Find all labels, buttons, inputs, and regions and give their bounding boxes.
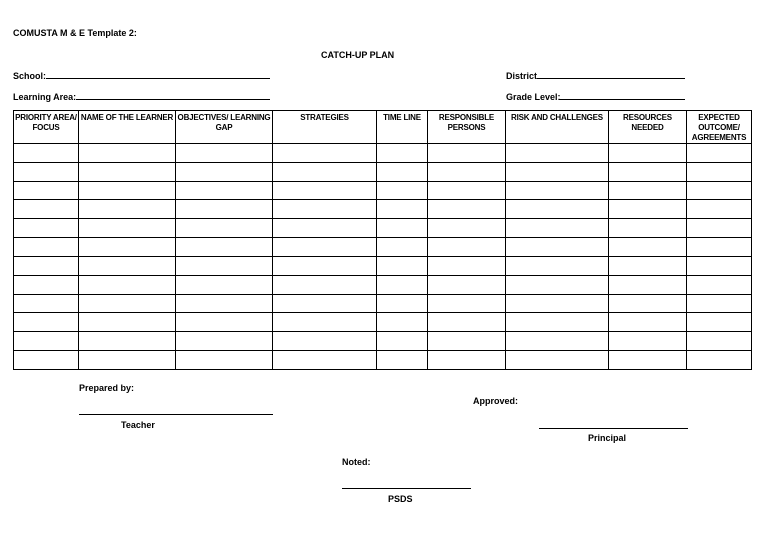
table-cell[interactable] (687, 238, 752, 257)
table-cell[interactable] (687, 256, 752, 275)
table-cell[interactable] (14, 275, 79, 294)
table-cell[interactable] (79, 219, 176, 238)
table-row (14, 144, 752, 163)
page-title: CATCH-UP PLAN (321, 50, 395, 60)
table-cell[interactable] (176, 256, 273, 275)
table-cell[interactable] (79, 294, 176, 313)
table-row (14, 275, 752, 294)
table-cell[interactable] (609, 181, 687, 200)
table-cell[interactable] (609, 313, 687, 332)
table-cell[interactable] (79, 144, 176, 163)
table-cell[interactable] (428, 162, 506, 181)
table-cell[interactable] (273, 219, 377, 238)
noted-label: Noted: (342, 457, 371, 467)
table-cell[interactable] (79, 351, 176, 370)
table-cell[interactable] (506, 200, 609, 219)
table-cell[interactable] (377, 294, 428, 313)
table-cell[interactable] (377, 219, 428, 238)
table-cell[interactable] (273, 332, 377, 351)
table-row (14, 200, 752, 219)
table-cell[interactable] (506, 351, 609, 370)
table-cell[interactable] (377, 351, 428, 370)
table-cell[interactable] (687, 162, 752, 181)
table-cell[interactable] (377, 238, 428, 257)
table-cell[interactable] (428, 219, 506, 238)
table-cell[interactable] (687, 332, 752, 351)
table-cell[interactable] (428, 256, 506, 275)
table-cell[interactable] (428, 332, 506, 351)
table-cell[interactable] (428, 181, 506, 200)
table-row (14, 294, 752, 313)
table-cell[interactable] (176, 181, 273, 200)
table-cell[interactable] (273, 200, 377, 219)
table-cell[interactable] (14, 351, 79, 370)
table-cell[interactable] (687, 144, 752, 163)
col-time-line: TIME LINE (377, 111, 428, 144)
table-cell[interactable] (377, 144, 428, 163)
teacher-signature-line[interactable] (79, 414, 273, 415)
table-cell[interactable] (79, 181, 176, 200)
grade-level-field-line[interactable] (559, 99, 685, 100)
col-strategies: STRATEGIES (273, 111, 377, 144)
table-cell[interactable] (506, 332, 609, 351)
table-cell[interactable] (609, 144, 687, 163)
col-name-of-learner: NAME OF THE LEARNER (79, 111, 176, 144)
table-cell[interactable] (377, 162, 428, 181)
table-cell[interactable] (506, 313, 609, 332)
table-cell[interactable] (14, 219, 79, 238)
approved-label: Approved: (473, 396, 518, 406)
table-cell[interactable] (377, 256, 428, 275)
table-cell[interactable] (428, 200, 506, 219)
table-cell[interactable] (79, 238, 176, 257)
table-cell[interactable] (176, 294, 273, 313)
table-cell[interactable] (273, 351, 377, 370)
col-expected-outcome: EXPECTED OUTCOME/ AGREEMENTS (687, 111, 752, 144)
table-cell[interactable] (377, 332, 428, 351)
table-cell[interactable] (687, 200, 752, 219)
teacher-label: Teacher (121, 420, 155, 430)
principal-signature-line[interactable] (539, 428, 688, 429)
table-cell[interactable] (506, 256, 609, 275)
table-row (14, 162, 752, 181)
table-cell[interactable] (14, 162, 79, 181)
table-cell[interactable] (176, 313, 273, 332)
table-cell[interactable] (609, 238, 687, 257)
table-cell[interactable] (687, 351, 752, 370)
table-cell[interactable] (377, 200, 428, 219)
table-cell[interactable] (687, 181, 752, 200)
table-cell[interactable] (273, 144, 377, 163)
table-cell[interactable] (14, 181, 79, 200)
table-cell[interactable] (176, 332, 273, 351)
table-cell[interactable] (273, 256, 377, 275)
table-cell[interactable] (609, 351, 687, 370)
grade-level-label: Grade Level: (506, 92, 561, 102)
col-responsible-persons: RESPONSIBLE PERSONS (428, 111, 506, 144)
table-row (14, 351, 752, 370)
table-cell[interactable] (377, 181, 428, 200)
table-cell[interactable] (14, 313, 79, 332)
table-cell[interactable] (176, 351, 273, 370)
learning-area-label: Learning Area: (13, 92, 77, 102)
table-row (14, 238, 752, 257)
catch-up-plan-table (13, 110, 752, 370)
table-cell[interactable] (609, 294, 687, 313)
table-cell[interactable] (79, 200, 176, 219)
table-cell[interactable] (14, 144, 79, 163)
table-cell[interactable] (176, 144, 273, 163)
psds-signature-line[interactable] (342, 488, 471, 489)
table-cell[interactable] (687, 219, 752, 238)
table-cell[interactable] (273, 313, 377, 332)
table-cell[interactable] (14, 238, 79, 257)
table-cell[interactable] (428, 351, 506, 370)
col-priority-area: PRIORITY AREA/ FOCUS (14, 111, 79, 144)
table-cell[interactable] (609, 200, 687, 219)
district-field-line[interactable] (537, 78, 685, 79)
table-cell[interactable] (273, 238, 377, 257)
table-cell[interactable] (428, 275, 506, 294)
table-row (14, 181, 752, 200)
table-cell[interactable] (79, 256, 176, 275)
table-cell[interactable] (609, 332, 687, 351)
table-cell[interactable] (506, 238, 609, 257)
table-cell[interactable] (14, 200, 79, 219)
psds-label: PSDS (388, 494, 413, 504)
principal-label: Principal (588, 433, 627, 443)
table-cell[interactable] (428, 313, 506, 332)
table-row (14, 219, 752, 238)
table-row (14, 256, 752, 275)
table-cell[interactable] (14, 332, 79, 351)
table-cell[interactable] (176, 200, 273, 219)
table-cell[interactable] (687, 313, 752, 332)
table-row (14, 332, 752, 351)
table-cell[interactable] (506, 181, 609, 200)
table-cell[interactable] (176, 275, 273, 294)
school-field-line[interactable] (46, 78, 270, 79)
table-cell[interactable] (506, 219, 609, 238)
table-cell[interactable] (609, 256, 687, 275)
table-cell[interactable] (79, 313, 176, 332)
prepared-by-label: Prepared by: (79, 383, 135, 393)
col-objectives: OBJECTIVES/ LEARNING GAP (176, 111, 273, 144)
table-cell[interactable] (273, 181, 377, 200)
table-cell[interactable] (79, 332, 176, 351)
table-cell[interactable] (79, 275, 176, 294)
table-cell[interactable] (506, 294, 609, 313)
table-cell[interactable] (609, 162, 687, 181)
table-cell[interactable] (428, 144, 506, 163)
template-label: COMUSTA M & E Template 2: (13, 28, 137, 38)
table-cell[interactable] (273, 275, 377, 294)
table-cell[interactable] (506, 275, 609, 294)
table-cell[interactable] (176, 219, 273, 238)
learning-area-field-line[interactable] (76, 99, 270, 100)
table-cell[interactable] (609, 275, 687, 294)
table-cell[interactable] (176, 238, 273, 257)
col-resources-needed: RESOURCES NEEDED (609, 111, 687, 144)
col-risk-and-challenges: RISK AND CHALLENGES (506, 111, 609, 144)
table-cell[interactable] (14, 294, 79, 313)
table-cell[interactable] (506, 162, 609, 181)
table-cell[interactable] (377, 275, 428, 294)
table-cell[interactable] (609, 219, 687, 238)
table-cell[interactable] (273, 162, 377, 181)
table-cell[interactable] (79, 162, 176, 181)
table-cell[interactable] (687, 275, 752, 294)
table-header-row (14, 111, 752, 144)
table-cell[interactable] (176, 162, 273, 181)
table-cell[interactable] (377, 313, 428, 332)
table-cell[interactable] (687, 294, 752, 313)
table-cell[interactable] (14, 256, 79, 275)
table-cell[interactable] (428, 238, 506, 257)
school-label: School: (13, 71, 46, 81)
table-cell[interactable] (273, 294, 377, 313)
table-row (14, 313, 752, 332)
table-cell[interactable] (428, 294, 506, 313)
district-label: District (506, 71, 538, 81)
table-cell[interactable] (506, 144, 609, 163)
